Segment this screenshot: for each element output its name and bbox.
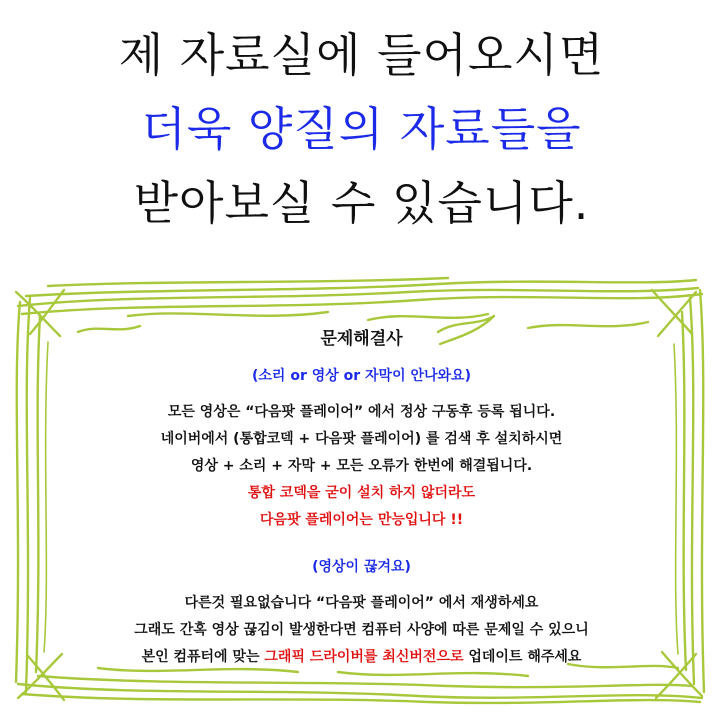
section2-mixed-line — [48, 644, 675, 671]
handdrawn-note-frame — [8, 272, 715, 708]
section1-red-line-1: 통합 코덱을 굳이 설치 하지 않더라도 — [247, 485, 476, 501]
headline-line-2: 더욱 양질의 자료들을 — [141, 102, 582, 156]
note-content — [8, 272, 715, 708]
section1-line-2: 네이버에서 (통합코덱 + 다음팟 플레이어) 를 검색 후 설치하시면 — [160, 431, 563, 447]
note-title: 문제해결사 — [320, 329, 403, 349]
section1-line-1: 모든 영상은 “다음팟 플레이어” 에서 정상 구동후 등록 됩니다. — [167, 404, 556, 420]
section1-red-line-2: 다음팟 플레이어는 만능입니다 !! — [259, 512, 464, 528]
section-divider — [48, 534, 675, 556]
section2-subtitle: (영상이 끊겨요) — [312, 559, 411, 575]
mixed-part-3: 업데이트 해주세요 — [463, 649, 582, 665]
mixed-part-1: 본인 컴퓨터에 맞는 — [141, 649, 265, 665]
section2-line-1: 다른것 필요없습니다 “다음팟 플레이어” 에서 재생하세요 — [184, 595, 539, 611]
headline-block — [0, 0, 723, 240]
section1-subtitle: (소리 or 영상 or 자막이 안나와요) — [252, 368, 471, 384]
headline-line-3: 받아보실 수 있습니다. — [133, 176, 590, 230]
mixed-part-2-red: 그래픽 드라이버를 최신버전으로 — [264, 649, 464, 665]
headline-line-1: 제 자료실에 들어오시면 — [118, 28, 605, 82]
section1-line-3: 영상 + 소리 + 자막 + 모든 오류가 한번에 해결됩니다. — [190, 458, 533, 474]
section2-line-2: 그래도 간혹 영상 끊김이 발생한다면 컴퓨터 사양에 따른 문제일 수 있으니 — [134, 622, 589, 638]
